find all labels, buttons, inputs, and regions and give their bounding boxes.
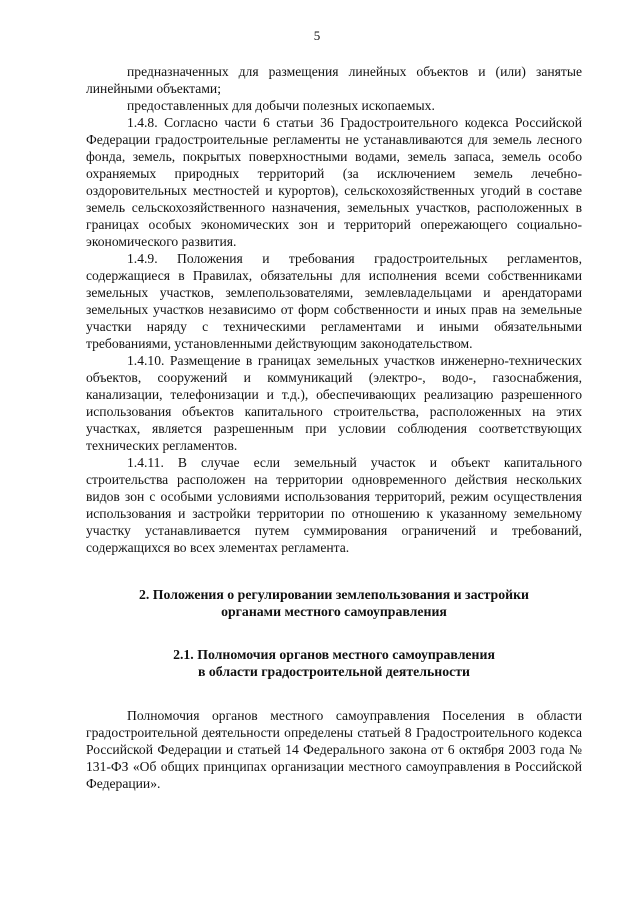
paragraph-mineral-resources: предоставленных для добычи полезных ископаемых. [127, 98, 435, 113]
paragraph-2-1: Полномочия органов местного самоуправления Поселения в области градостроительной деятельности определены статьей 8 Градостроительного кодекса Российской Федерации и статьей 14 Федерального закона от 6 октября 2003 года № 131-ФЗ «Об общих принципах организации местного самоуправления в Российской Федерации». [86, 708, 582, 791]
section-2-1-title-line1: 2.1. Полномочия органов местного самоуправления [173, 647, 495, 662]
clause-1-4-8: 1.4.8. Согласно части 6 статьи 36 Градостроительного кодекса Российской Федерации градостроительные регламенты не устанавливаются для земель лесного фонда, земель, покрытых поверхностными водами, земель запаса, земель особо охраняемых природных территорий (за исключением земель лечебно-оздоровительных местностей и курортов), сельскохозяйственных угодий в составе земель сельскохозяйственного назначения, земельных участков, расположенных в границах особых экономических зон и территорий опережающего социально-экономического развития. [86, 115, 582, 249]
section-2-title-line2: органами местного самоуправления [221, 604, 447, 619]
clause-1-4-10: 1.4.10. Размещение в границах земельных участков инженерно-технических объектов, сооружений и коммуникаций (электро-, водо-, газоснабжения, канализации, телефонизации и т.д.), обеспечивающих реализацию разрешенного использования объектов капитального строительства, расположенных на этих участках, является разрешенным при условии соблюдения соответствующих технических регламентов. [86, 353, 582, 453]
clause-1-4-11: 1.4.11. В случае если земельный участок и объект капитального строительства расположен на территории одновременного действия нескольких видов зон с особыми условиями использования территорий, режим осуществления использования и застройки территории по отношению к указанному земельному участку устанавливается путем суммирования ограничений и требований, содержащихся во всех элементах регламента. [86, 455, 582, 555]
page-number: 5 [313, 28, 321, 43]
section-2-1-heading [86, 646, 582, 680]
paragraph-linear-objects: предназначенных для размещения линейных объектов и (или) занятые линейными объектами; [86, 64, 582, 96]
section-2-title-line1: 2. Положения о регулировании землепользования и застройки [139, 587, 529, 602]
section-2-1-title-line2: в области градостроительной деятельности [198, 664, 470, 679]
section-2-heading [86, 586, 582, 620]
document-body [86, 63, 582, 792]
clause-1-4-9: 1.4.9. Положения и требования градостроительных регламентов, содержащиеся в Правилах, обязательны для исполнения всеми собственниками земельных участков, землепользователями, землевладельцами и арендаторами земельных участков независимо от форм собственности и иных прав на земельные участки наряду с техническими регламентами и иными обязательными требованиями, установленными действующим законодательством. [86, 251, 582, 351]
